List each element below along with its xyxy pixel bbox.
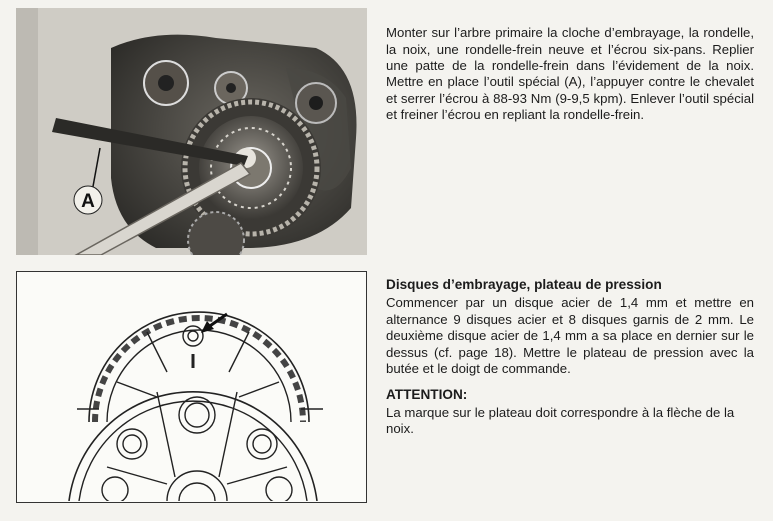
section-heading: Disques d’embrayage, plateau de pression xyxy=(386,277,662,292)
photo-illustration xyxy=(16,8,367,255)
pressure-plate-diagram xyxy=(16,271,367,503)
attention-heading: ATTENTION: xyxy=(386,387,468,403)
clutch-assembly-photo xyxy=(16,8,367,255)
attention-body: La marque sur le plateau doit correspondre à la flèche de la noix. xyxy=(386,404,735,437)
callout-label-a: A xyxy=(81,191,95,212)
diagram-illustration xyxy=(17,272,365,501)
section-body: Commencer par un disque acier de 1,4 mm et mettre en alternance 9 disques acier et 8 disques garnis de 2 mm. Le deuxième disque acier de 1,4 mm a sa place en dernier sur le dessus (cf. page 18). Mettre le plateau de pression avec la butée et le doigt de commande. xyxy=(386,295,754,377)
intro-paragraph: Monter sur l’arbre primaire la cloche d’embrayage, la rondelle, la noix, une rondelle-frein neuve et l’écrou six-pans. Replier une patte de la rondelle-frein dans l’évidement de la noix. Mettre en place l’outil spécial (A), l’appuyer contre le chevalet et serrer l’écrou à 88-93 Nm (9-9,5 kpm). Enlever l’outil spécial et freiner l’écrou en repliant la rondelle-frein. xyxy=(386,25,754,123)
clutch-discs-section xyxy=(386,277,754,438)
